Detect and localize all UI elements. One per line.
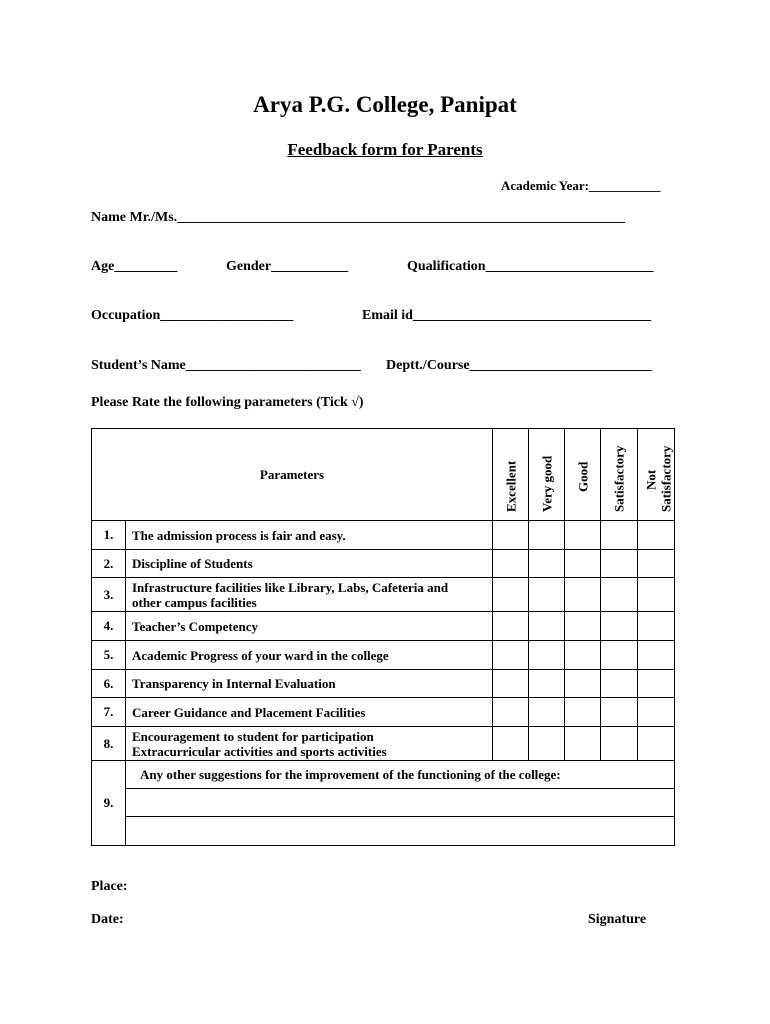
rating-cell[interactable]	[493, 550, 529, 578]
col-excellent	[493, 429, 529, 521]
rating-cell[interactable]	[638, 641, 675, 670]
gender-field[interactable]: Gender___________	[226, 259, 349, 274]
rating-cell[interactable]	[565, 727, 601, 761]
age-field[interactable]: Age_________	[91, 259, 178, 274]
row-parameter: The admission process is fair and easy.	[126, 521, 493, 550]
col-excellent-label: Excellent	[503, 460, 518, 512]
rating-cell[interactable]	[565, 641, 601, 670]
rating-cell[interactable]	[638, 521, 675, 550]
rating-cell[interactable]	[565, 612, 601, 641]
row-parameter-line1: Infrastructure facilities like Library, Labs, Cafeteria and	[132, 579, 449, 595]
row-number: 6.	[92, 670, 126, 698]
rating-cell[interactable]	[638, 727, 675, 761]
rating-cell[interactable]	[565, 670, 601, 698]
rating-cell[interactable]	[529, 727, 565, 761]
place-field[interactable]: Place:	[91, 879, 128, 894]
row-number: 4.	[92, 612, 126, 641]
suggestions-row	[92, 761, 675, 789]
col-very-good-label: Very good	[539, 455, 554, 512]
rating-cell[interactable]	[493, 612, 529, 641]
rating-cell[interactable]	[493, 578, 529, 612]
date-field[interactable]: Date:	[91, 912, 124, 927]
rating-cell[interactable]	[601, 521, 638, 550]
rating-cell[interactable]	[565, 521, 601, 550]
table-row	[92, 550, 675, 578]
table-row	[92, 578, 675, 612]
row-parameter-line1: Encouragement to student for participation	[132, 728, 374, 744]
rating-cell[interactable]	[638, 550, 675, 578]
dept-course-field[interactable]: Deptt./Course__________________________	[386, 358, 652, 373]
suggestions-input-1[interactable]	[126, 789, 675, 817]
rating-cell[interactable]	[601, 698, 638, 727]
rating-cell[interactable]	[601, 727, 638, 761]
parameters-header-label: Parameters	[259, 466, 325, 482]
row-parameter-line2: Extracurricular activities and sports activities	[132, 743, 387, 759]
suggestions-line	[92, 817, 675, 846]
rating-cell[interactable]	[529, 670, 565, 698]
row-parameter	[126, 578, 493, 612]
row-number: 1.	[92, 521, 126, 550]
table-row	[92, 698, 675, 727]
rating-cell[interactable]	[529, 698, 565, 727]
col-satisfactory-label: Satisfactory	[611, 445, 627, 512]
rating-cell[interactable]	[601, 641, 638, 670]
row-number: 8.	[92, 727, 126, 761]
rating-cell[interactable]	[493, 670, 529, 698]
row-parameter: Discipline of Students	[126, 550, 493, 578]
col-very-good	[529, 429, 565, 521]
rating-cell[interactable]	[529, 578, 565, 612]
col-not-satisfactory	[638, 429, 675, 521]
rating-cell[interactable]	[601, 550, 638, 578]
col-satisfactory	[601, 429, 638, 521]
row-parameter	[126, 727, 493, 761]
form-title: Feedback form for Parents	[287, 140, 483, 159]
rating-cell[interactable]	[638, 578, 675, 612]
rating-cell[interactable]	[493, 727, 529, 761]
rating-cell[interactable]	[529, 521, 565, 550]
rating-cell[interactable]	[529, 612, 565, 641]
academic-year-field[interactable]: Academic Year:___________	[501, 178, 661, 193]
rating-cell[interactable]	[493, 521, 529, 550]
row-number: 9.	[92, 761, 126, 846]
rating-table	[91, 428, 675, 846]
student-name-field[interactable]: Student’s Name_________________________	[91, 358, 361, 373]
table-row	[92, 612, 675, 641]
rating-cell[interactable]	[529, 550, 565, 578]
row-number: 3.	[92, 578, 126, 612]
parameters-header	[92, 429, 493, 521]
row-parameter: Teacher’s Competency	[126, 612, 493, 641]
table-row	[92, 727, 675, 761]
row-number: 2.	[92, 550, 126, 578]
row-parameter: Transparency in Internal Evaluation	[126, 670, 493, 698]
suggestions-prompt: Any other suggestions for the improvement of the functioning of the college:	[126, 761, 675, 789]
col-good-label: Good	[575, 461, 590, 492]
suggestions-line	[92, 789, 675, 817]
rating-cell[interactable]	[493, 698, 529, 727]
signature-label: Signature	[588, 912, 647, 927]
row-number: 7.	[92, 698, 126, 727]
name-field[interactable]: Name Mr./Ms.________________________________________________________________	[91, 210, 626, 225]
rating-cell[interactable]	[638, 670, 675, 698]
col-good	[565, 429, 601, 521]
rating-cell[interactable]	[601, 612, 638, 641]
rating-cell[interactable]	[638, 698, 675, 727]
suggestions-input-2[interactable]	[126, 817, 675, 846]
rating-cell[interactable]	[601, 670, 638, 698]
occupation-field[interactable]: Occupation___________________	[91, 308, 294, 323]
col-not-satisfactory-label: Satisfactory	[658, 445, 674, 512]
rating-cell[interactable]	[638, 612, 675, 641]
qualification-field[interactable]: Qualification________________________	[407, 259, 654, 274]
rating-cell[interactable]	[493, 641, 529, 670]
table-row	[92, 521, 675, 550]
rating-cell[interactable]	[565, 550, 601, 578]
email-field[interactable]: Email id__________________________________	[362, 308, 651, 323]
rating-header-row	[92, 429, 675, 521]
college-title: Arya P.G. College, Panipat	[253, 92, 517, 117]
table-row	[92, 641, 675, 670]
table-row	[92, 670, 675, 698]
rating-cell[interactable]	[565, 578, 601, 612]
row-parameter-line2: other campus facilities	[132, 594, 257, 610]
col-not-label: Not	[643, 469, 659, 490]
row-parameter: Career Guidance and Placement Facilities	[126, 698, 493, 727]
rating-instruction: Please Rate the following parameters (Tick √)	[91, 395, 364, 410]
rating-cell[interactable]	[565, 698, 601, 727]
row-parameter: Academic Progress of your ward in the college	[126, 641, 493, 670]
rating-cell[interactable]	[601, 578, 638, 612]
row-number: 5.	[92, 641, 126, 670]
rating-cell[interactable]	[529, 641, 565, 670]
